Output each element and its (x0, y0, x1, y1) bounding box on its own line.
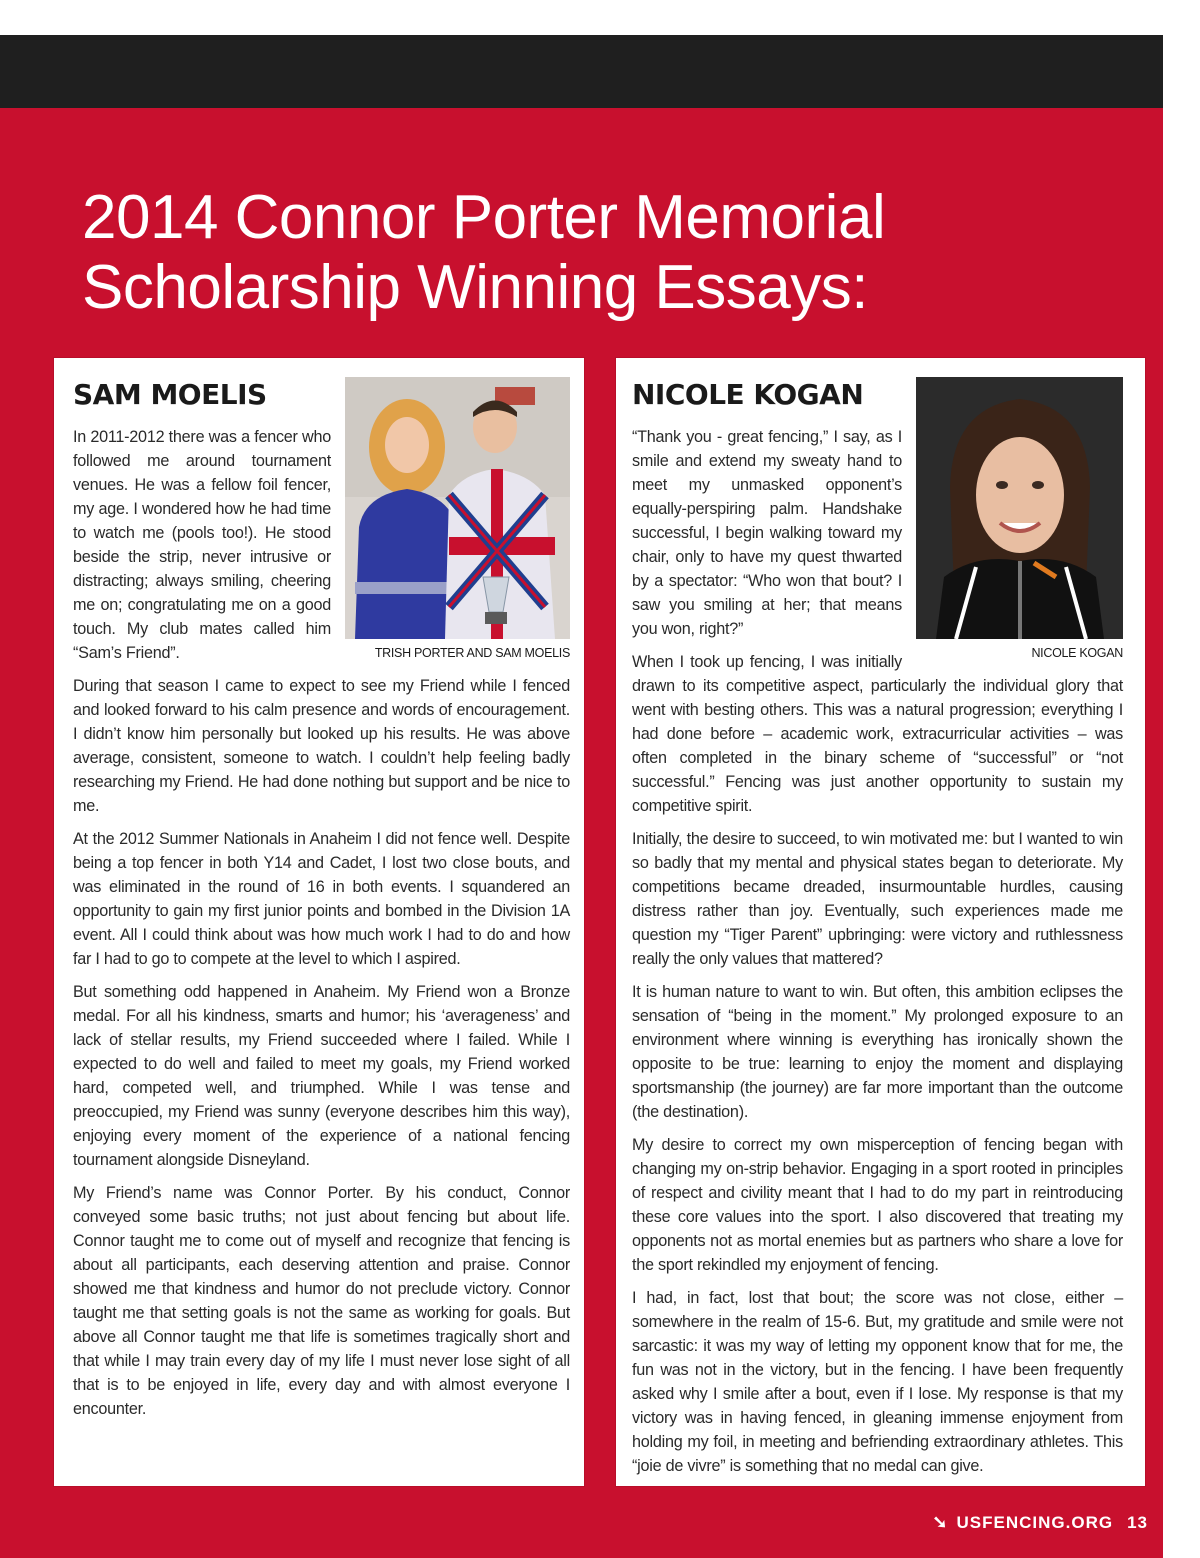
photo-caption: NICOLE KOGAN (1031, 646, 1123, 660)
title-line-2: Scholarship Winning Essays: (82, 253, 868, 322)
arrow-icon: ➘ (932, 1512, 949, 1532)
essay-paragraph: My desire to correct my own misperception of fencing began with changing my on-strip behavior. Engaging in a sport rooted in principles of respect and civility meant that I had to do my part in reintroducing these core values into the sport. I also discovered that treating my opponents not as mortal enemies but as partners who share a love for the sport rekindled my enjoyment of fencing. (632, 1136, 1123, 1274)
essay-card-sam-moelis (54, 358, 584, 1486)
photo-figure (345, 377, 570, 660)
essay-paragraph: During that season I came to expect to see my Friend while I fenced and looked forward to his calm presence and words of encouragement. I didn’t know him personally but looked up his results. He was above average, consistent, someone to watch. I couldn’t help feeling badly researching my Friend. He had done nothing but support and be nice to me. (73, 677, 570, 815)
essay-paragraph: It is human nature to want to win. But often, this ambition eclipses the sensation of “being in the moment.” My prolonged exposure to an environment where winning is everything has ironically shown the opposite to be true: learning to enjoy the moment and displaying sportsmanship (the journey) are far more important than the outcome (the destination). (632, 983, 1123, 1121)
author-name: SAM MOELIS (73, 378, 267, 411)
essay-paragraph: When I took up fencing, I was initially drawn to its competitive aspect, particularly the individual glory that went with besting others. This was a natural progression; everything I had done before – academic work, extracurricular activities – was often completed in the binary scheme of “successful” or “not successful.” Fencing was just another opportunity to sustain my competitive spirit. (632, 653, 1123, 815)
essay-paragraph: I had, in fact, lost that bout; the score was not close, either – somewhere in the realm of 15-6. But, my gratitude and smile were not sarcastic: it was my way of letting my opponent know that for me, the fun was not in the victory, but in the fencing. I have been frequently asked why I smile after a bout, even if I lose. My response is that my victory was in having fenced, in gleaning immense enjoyment from holding my foil, in meeting and befriending extraordinary athletes. This “joie de vivre” is something that no medal can give. (632, 1289, 1123, 1475)
site-link[interactable]: USFENCING.ORG (956, 1512, 1114, 1532)
essay-paragraph: My Friend’s name was Connor Porter. By his conduct, Connor conveyed some basic truths; not just about fencing but about life. Connor taught me to come out of myself and recognize that fencing is about all participants, each deserving attention and praise. Connor showed me that kindness and humor do not preclude victory. Connor taught me that setting goals is not the same as working for goals. But above all Connor taught me that life is sometimes tragically short and that while I may train every day of my life I must never lose sight of all that is to be enjoyed in life, every day and with almost everyone I encounter. (73, 1184, 570, 1418)
title-line-1: 2014 Connor Porter Memorial (82, 183, 886, 252)
essay-paragraph: Initially, the desire to succeed, to win motivated me: but I wanted to win so badly that my mental and physical states began to deteriorate. My competitions became dreaded, insurmountable hurdles, causing distress rather than joy. Eventually, such experiences made me question my “Tiger Parent” upbringing: were victory and ruthlessness really the only values that mattered? (632, 830, 1123, 968)
photo-nicole-kogan (916, 377, 1123, 639)
page-title (82, 183, 1132, 323)
essay-paragraph: But something odd happened in Anaheim. My Friend won a Bronze medal. For all his kindness, smarts and humor; his ‘averageness’ and lack of stellar results, my Friend succeeded where I failed. While I expected to do well and failed to meet my goals, my Friend worked hard, competed well, and triumphed. While I was tense and preoccupied, my Friend was sunny (everyone describes him this way), enjoying every moment of the experience of a national fencing tournament alongside Disneyland. (73, 983, 570, 1169)
author-name: NICOLE KOGAN (632, 378, 864, 411)
essay-paragraph: In 2011-2012 there was a fencer who followed me around tournament venues. He was a fellow foil fencer, my age. I wondered how he had time to watch me (pools too!). He stood beside the strip, never intrusive or distracting; always smiling, cheering me on; congratulating me on a good touch. My club mates called him “Sam’s Friend”. (73, 428, 331, 662)
top-bar (0, 35, 1163, 108)
essay-card-nicole-kogan (616, 358, 1145, 1486)
essay-paragraph: At the 2012 Summer Nationals in Anaheim I did not fence well. Despite being a top fencer in both Y14 and Cadet, I lost two close bouts, and was eliminated in the round of 16 in both events. I squandered an opportunity to gain my first junior points and bombed in the Division 1A event. All I could think about was how much work I had to do and how far I had to go to compete at the level to which I aspired. (73, 830, 570, 968)
photo-caption: TRISH PORTER AND SAM MOELIS (374, 646, 570, 660)
photo-figure (916, 377, 1123, 660)
page-footer (932, 1512, 1148, 1533)
essay-paragraph: “Thank you - great fencing,” I say, as I smile and extend my sweaty hand to meet my unmasked opponent’s equally-perspiring palm. Handshake successful, I begin walking toward my chair, only to have my quest thwarted by a spectator: “Who won that bout? I saw you smiling at her; that means you won, right?” (632, 428, 902, 638)
page-number: 13 (1127, 1512, 1148, 1532)
photo-trish-porter-and-sam-moelis (345, 377, 570, 639)
